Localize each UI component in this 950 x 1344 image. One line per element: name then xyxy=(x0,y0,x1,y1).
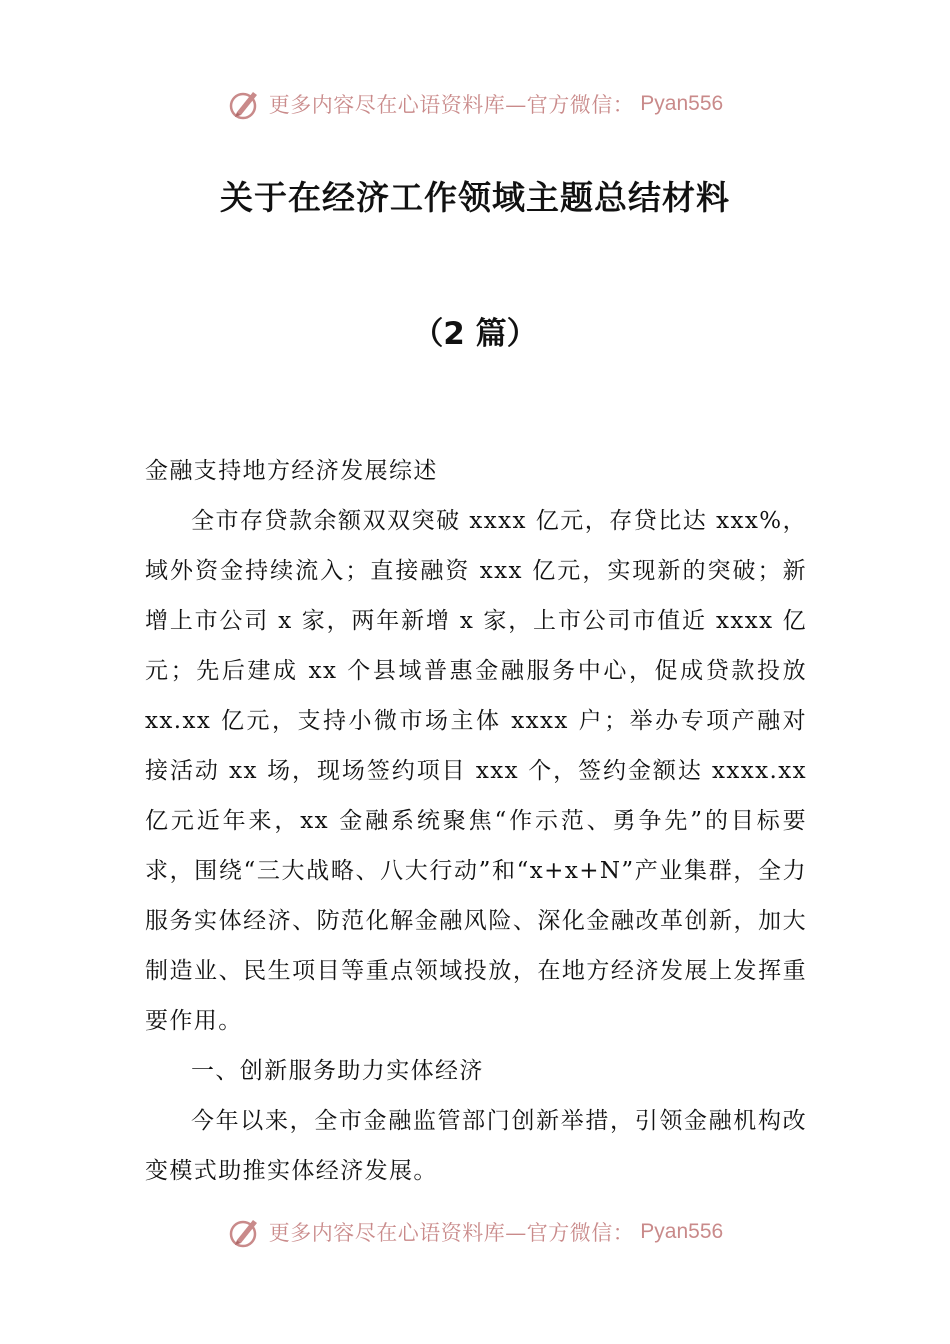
document-title: 关于在经济工作领域主题总结材料 xyxy=(220,178,730,217)
pen-logo-icon xyxy=(227,86,263,122)
pen-logo-icon xyxy=(227,1214,263,1250)
body-paragraph: 全市存贷款余额双双突破 xxxx 亿元，存贷比达 xxx%，域外资金持续流入；直接融资 xxx 亿元，实现新的突破；新增上市公司 x 家，两年新增 x 家，上市公司市值近 xxxx 亿元；先后建成 xx 个县域普惠金融服务中心，促成贷款投放 xx.xx 亿元，支持小微市场主体 xxxx 户；举办专项产融对接活动 xx 场，现场签约项目 xxx 个，签约金额达 xxxx.xx 亿元近年来，xx 金融系统聚焦“作示范、勇争先”的目标要求，围绕“三大战略、八大行动”和“x+x+N”产业集群，全力服务实体经济、防范化解金融风险、深化金融改革创新，加大制造业、民生项目等重点领域投放，在地方经济发展上发挥重要作用。 xyxy=(145,508,807,1034)
watermark-header xyxy=(0,84,950,124)
watermark-wechat-id: Pyan556 xyxy=(640,92,724,115)
body-paragraph: 今年以来，全市金融监管部门创新举措，引领金融机构改变模式助推实体经济发展。 xyxy=(145,1108,807,1184)
document-subtitle: （2 篇） xyxy=(412,316,538,352)
document-body xyxy=(145,446,807,1196)
section-heading: 金融支持地方经济发展综述 xyxy=(145,458,438,484)
subsection-heading: 一、创新服务助力实体经济 xyxy=(191,1058,484,1084)
watermark-text: 更多内容尽在心语资料库—官方微信： xyxy=(268,1221,635,1245)
watermark-wechat-id: Pyan556 xyxy=(640,1220,724,1243)
watermark-footer xyxy=(0,1212,950,1252)
watermark-text: 更多内容尽在心语资料库—官方微信： xyxy=(268,93,635,117)
